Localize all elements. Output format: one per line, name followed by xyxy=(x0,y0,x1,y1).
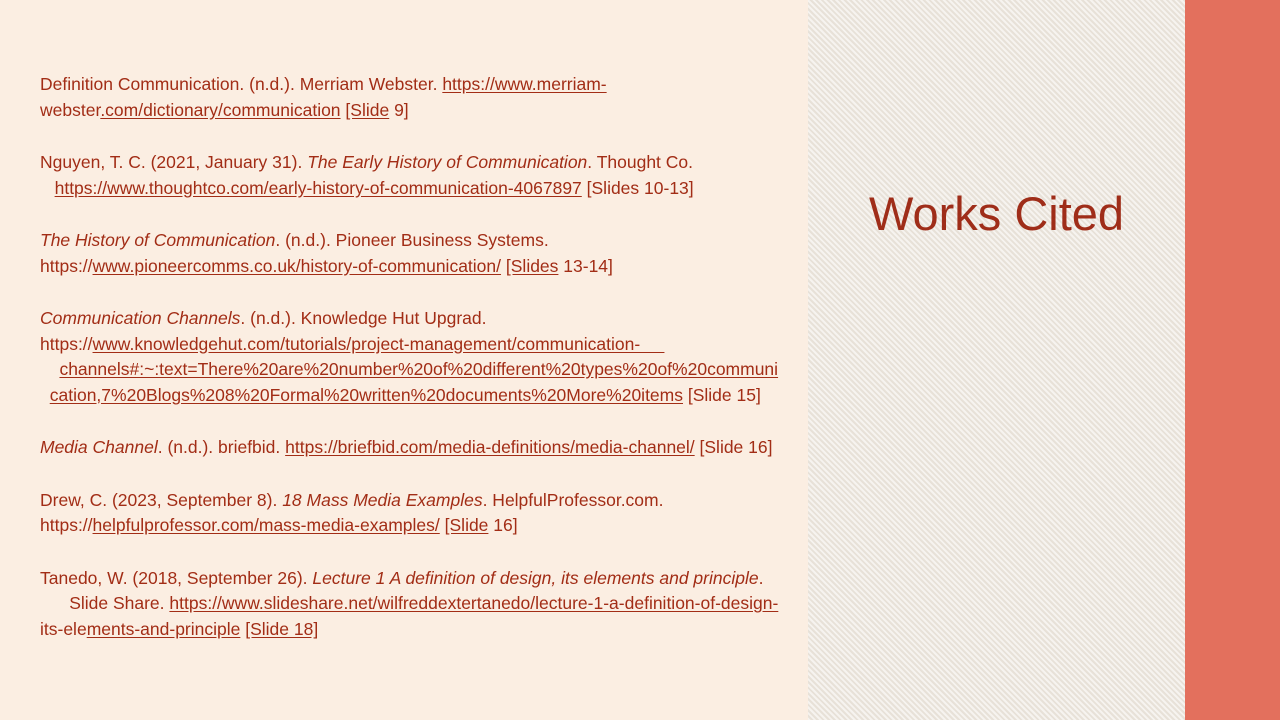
citation-line xyxy=(40,306,800,332)
citation-text: . xyxy=(758,567,764,588)
citation-line xyxy=(40,228,800,254)
citation-entry xyxy=(40,488,800,539)
citation-link[interactable]: helpfulprofessor.com/mass-media-examples/ xyxy=(92,515,440,535)
citation-line xyxy=(40,488,800,514)
citation-link[interactable]: https://briefbid.com/media-definitions/media-channel/ xyxy=(285,437,695,457)
citation-text: webster xyxy=(40,99,101,120)
citation-line xyxy=(40,617,800,643)
citation-line xyxy=(40,591,800,617)
citation-text: [Slide 15] xyxy=(683,384,761,405)
citation-text: . (n.d.). Knowledge Hut Upgrad. xyxy=(240,308,487,328)
citation-text: Tanedo, W. (2018, September 26). xyxy=(40,567,313,588)
citation-title-italic: 18 Mass Media Examples xyxy=(282,489,483,510)
citation-link[interactable]: https://www.thoughtco.com/early-history-of-communication-4067897 xyxy=(54,177,582,198)
citation-title-italic: Communication Channels xyxy=(40,308,241,328)
citation-line xyxy=(40,72,800,98)
citation-text: https:// xyxy=(40,333,93,354)
citation-text: . (n.d.). Pioneer Business Systems. xyxy=(275,230,549,250)
citation-line xyxy=(40,357,800,383)
citation-text xyxy=(40,178,55,198)
citation-title-italic: The Early History of Communication xyxy=(307,152,588,172)
citation-text: Slide Share. xyxy=(40,593,170,613)
citation-line xyxy=(40,98,800,124)
citation-link[interactable]: https://www.slideshare.net/wilfreddextertanedo/lecture-1-a-definition-of-design- xyxy=(169,593,779,613)
citation-text: Drew, C. (2023, September 8). xyxy=(40,489,283,510)
citation-link[interactable]: https://www.merriam- xyxy=(442,74,607,94)
citation-line xyxy=(40,566,800,592)
works-cited-list xyxy=(40,72,800,642)
citation-text: 16] xyxy=(488,515,518,535)
citation-line xyxy=(40,435,800,461)
citation-title-italic: The History of Communication xyxy=(40,230,276,250)
citation-title-italic: Lecture 1 A definition of design, its elements and principle xyxy=(312,567,759,588)
citation-line xyxy=(40,254,800,280)
citation-line xyxy=(40,150,800,176)
citation-entry xyxy=(40,150,800,201)
citation-link[interactable]: www.pioneercomms.co.uk/history-of-communication/ xyxy=(92,255,502,276)
decorative-texture-band xyxy=(808,0,1185,720)
citation-text: 13-14] xyxy=(558,255,613,276)
citation-text: . Thought Co. xyxy=(587,152,694,172)
citation-link[interactable]: cation,7%20Blogs%208%20Formal%20written%20documents%20More%20items xyxy=(49,384,683,405)
citation-text xyxy=(40,385,50,405)
decorative-accent-band xyxy=(1185,0,1280,720)
citation-link[interactable]: [Slide xyxy=(444,515,489,535)
citation-entry xyxy=(40,306,800,408)
citation-text: Definition Communication. (n.d.). Merriam Webster. xyxy=(40,74,443,94)
citation-text xyxy=(40,359,59,379)
citation-link[interactable]: ments-and-principle xyxy=(86,618,241,639)
citation-line xyxy=(40,383,800,409)
citation-line xyxy=(40,332,800,358)
citation-text: . HelpfulProfessor.com. xyxy=(482,489,664,510)
citation-entry xyxy=(40,566,800,643)
page-title: Works Cited xyxy=(868,187,1125,240)
citation-text: https:// xyxy=(40,515,93,535)
citation-title-italic: Media Channel xyxy=(40,437,158,457)
citation-entry xyxy=(40,72,800,123)
citation-link[interactable]: .com/dictionary/communication xyxy=(100,99,341,120)
citation-line xyxy=(40,513,800,539)
citation-line xyxy=(40,176,800,202)
citation-text: https:// xyxy=(40,255,93,276)
citation-text: [Slides 10-13] xyxy=(581,177,694,198)
citation-text: [Slide 16] xyxy=(694,437,773,457)
citation-text: . (n.d.). briefbid. xyxy=(157,437,286,457)
citation-text: 9] xyxy=(389,99,409,120)
citation-link[interactable]: channels#:~:text=There%20are%20number%20of%20different%20types%20of%20communi xyxy=(59,359,779,379)
citation-entry xyxy=(40,228,800,279)
citation-entry xyxy=(40,435,800,461)
citation-text: its-ele xyxy=(40,618,87,639)
citation-link[interactable]: [Slide 18] xyxy=(245,618,319,639)
citation-link[interactable]: [Slides xyxy=(505,255,559,276)
citation-link[interactable]: www.knowledgehut.com/tutorials/project-management/communication- xyxy=(92,333,665,354)
citation-link[interactable]: [Slide xyxy=(345,99,390,120)
citation-text: Nguyen, T. C. (2021, January 31). xyxy=(40,152,308,172)
